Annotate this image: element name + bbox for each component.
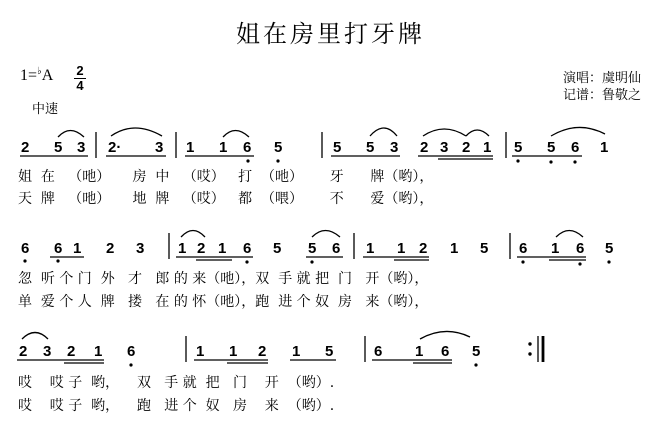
music-system-2 bbox=[0, 222, 661, 312]
lyric-line-3b: 哎 哎 子 哟， 跑 进 个 奴 房 来 （哟）. bbox=[18, 398, 335, 414]
time-signature-top: 2 bbox=[76, 63, 84, 78]
note: 1 bbox=[196, 343, 205, 360]
music-system-1 bbox=[0, 120, 661, 210]
note: 2 bbox=[420, 139, 429, 156]
note: 3 bbox=[440, 139, 449, 156]
flat-symbol: ♭ bbox=[37, 66, 42, 77]
key-one-equals: 1= bbox=[20, 67, 38, 84]
note: 6 bbox=[21, 240, 30, 257]
note: 1 bbox=[483, 139, 492, 156]
note: 5 bbox=[54, 139, 63, 156]
note: 5 bbox=[274, 139, 283, 156]
note: 6 bbox=[519, 240, 528, 257]
note: 5 bbox=[273, 240, 282, 257]
transcriber-credit: 记谱：鲁敬之 bbox=[562, 88, 641, 103]
note: 2 bbox=[462, 139, 471, 156]
music-system-3 bbox=[0, 325, 661, 415]
note: 1 bbox=[366, 240, 375, 257]
lyric-line-2b: 单 爱 个 人 牌 搂 在 的 怀（吔），跑 进 个 奴 房 来（哟）， bbox=[18, 294, 429, 310]
note: 1 bbox=[73, 240, 82, 257]
note: 1 bbox=[397, 240, 406, 257]
note: 3 bbox=[77, 139, 86, 156]
note: 5 bbox=[605, 240, 614, 257]
notation-line-1 bbox=[0, 120, 661, 165]
singer-credit: 演唱：虞明仙 bbox=[562, 71, 641, 86]
time-signature-bottom: 4 bbox=[76, 78, 84, 93]
note: 1 bbox=[178, 240, 187, 257]
lyric-line-3a: 哎 哎 子 哟， 双 手 就 把 门 开 （哟）. bbox=[18, 375, 335, 391]
note: 1 bbox=[229, 343, 238, 360]
note: 1 bbox=[218, 240, 227, 257]
note: 1 bbox=[186, 139, 195, 156]
note: 5 bbox=[308, 240, 317, 257]
note: 5 bbox=[480, 240, 489, 257]
note: 6 bbox=[243, 139, 252, 156]
time-signature bbox=[74, 64, 86, 93]
note: 6 bbox=[576, 240, 585, 257]
note: 5 bbox=[366, 139, 375, 156]
tempo-marking: 中速 bbox=[32, 102, 59, 117]
note: 3 bbox=[43, 343, 52, 360]
note: 3 bbox=[390, 139, 399, 156]
note: 2 bbox=[19, 343, 28, 360]
note: 2 bbox=[21, 139, 30, 156]
lyric-line-1b: 天 牌 （吔） 地 牌 （哎） 都 （喂） 不 爱（哟）， bbox=[18, 191, 434, 207]
note: 5 bbox=[472, 343, 481, 360]
note: 6 bbox=[54, 240, 63, 257]
note: 5 bbox=[325, 343, 334, 360]
note: 6 bbox=[127, 343, 136, 360]
lyric-line-2a: 忽 听 个 门 外 才 郎 的 来（吔），双 手 就 把 门 开（哟）， bbox=[18, 271, 429, 287]
note: 1 bbox=[415, 343, 424, 360]
note: 6 bbox=[332, 240, 341, 257]
note: 1 bbox=[600, 139, 609, 156]
note: 5 bbox=[547, 139, 556, 156]
lyric-line-1a: 姐 在 （吔） 房 中 （哎） 打 （吔） 牙 牌（哟）， bbox=[18, 169, 434, 185]
note: 6 bbox=[571, 139, 580, 156]
notation-line-3 bbox=[0, 325, 661, 370]
note: 6 bbox=[374, 343, 383, 360]
note: 2 bbox=[67, 343, 76, 360]
note: 3 bbox=[155, 139, 164, 156]
key-signature bbox=[20, 66, 53, 85]
note: 2· bbox=[108, 139, 122, 156]
note: 1 bbox=[292, 343, 301, 360]
note: 6 bbox=[441, 343, 450, 360]
note: 1 bbox=[219, 139, 228, 156]
note: 6 bbox=[243, 240, 252, 257]
note: 1 bbox=[450, 240, 459, 257]
note: 2 bbox=[106, 240, 115, 257]
note: 2 bbox=[419, 240, 428, 257]
note: 2 bbox=[258, 343, 267, 360]
credits bbox=[563, 70, 641, 104]
song-title: 姐在房里打牙牌 bbox=[236, 20, 425, 48]
note: 1 bbox=[551, 240, 560, 257]
note: 5 bbox=[514, 139, 523, 156]
note: 3 bbox=[136, 240, 145, 257]
key-tonic: A bbox=[41, 67, 54, 84]
notation-line-2 bbox=[0, 222, 661, 267]
note: 5 bbox=[333, 139, 342, 156]
note: 2 bbox=[197, 240, 206, 257]
note: 1 bbox=[94, 343, 103, 360]
